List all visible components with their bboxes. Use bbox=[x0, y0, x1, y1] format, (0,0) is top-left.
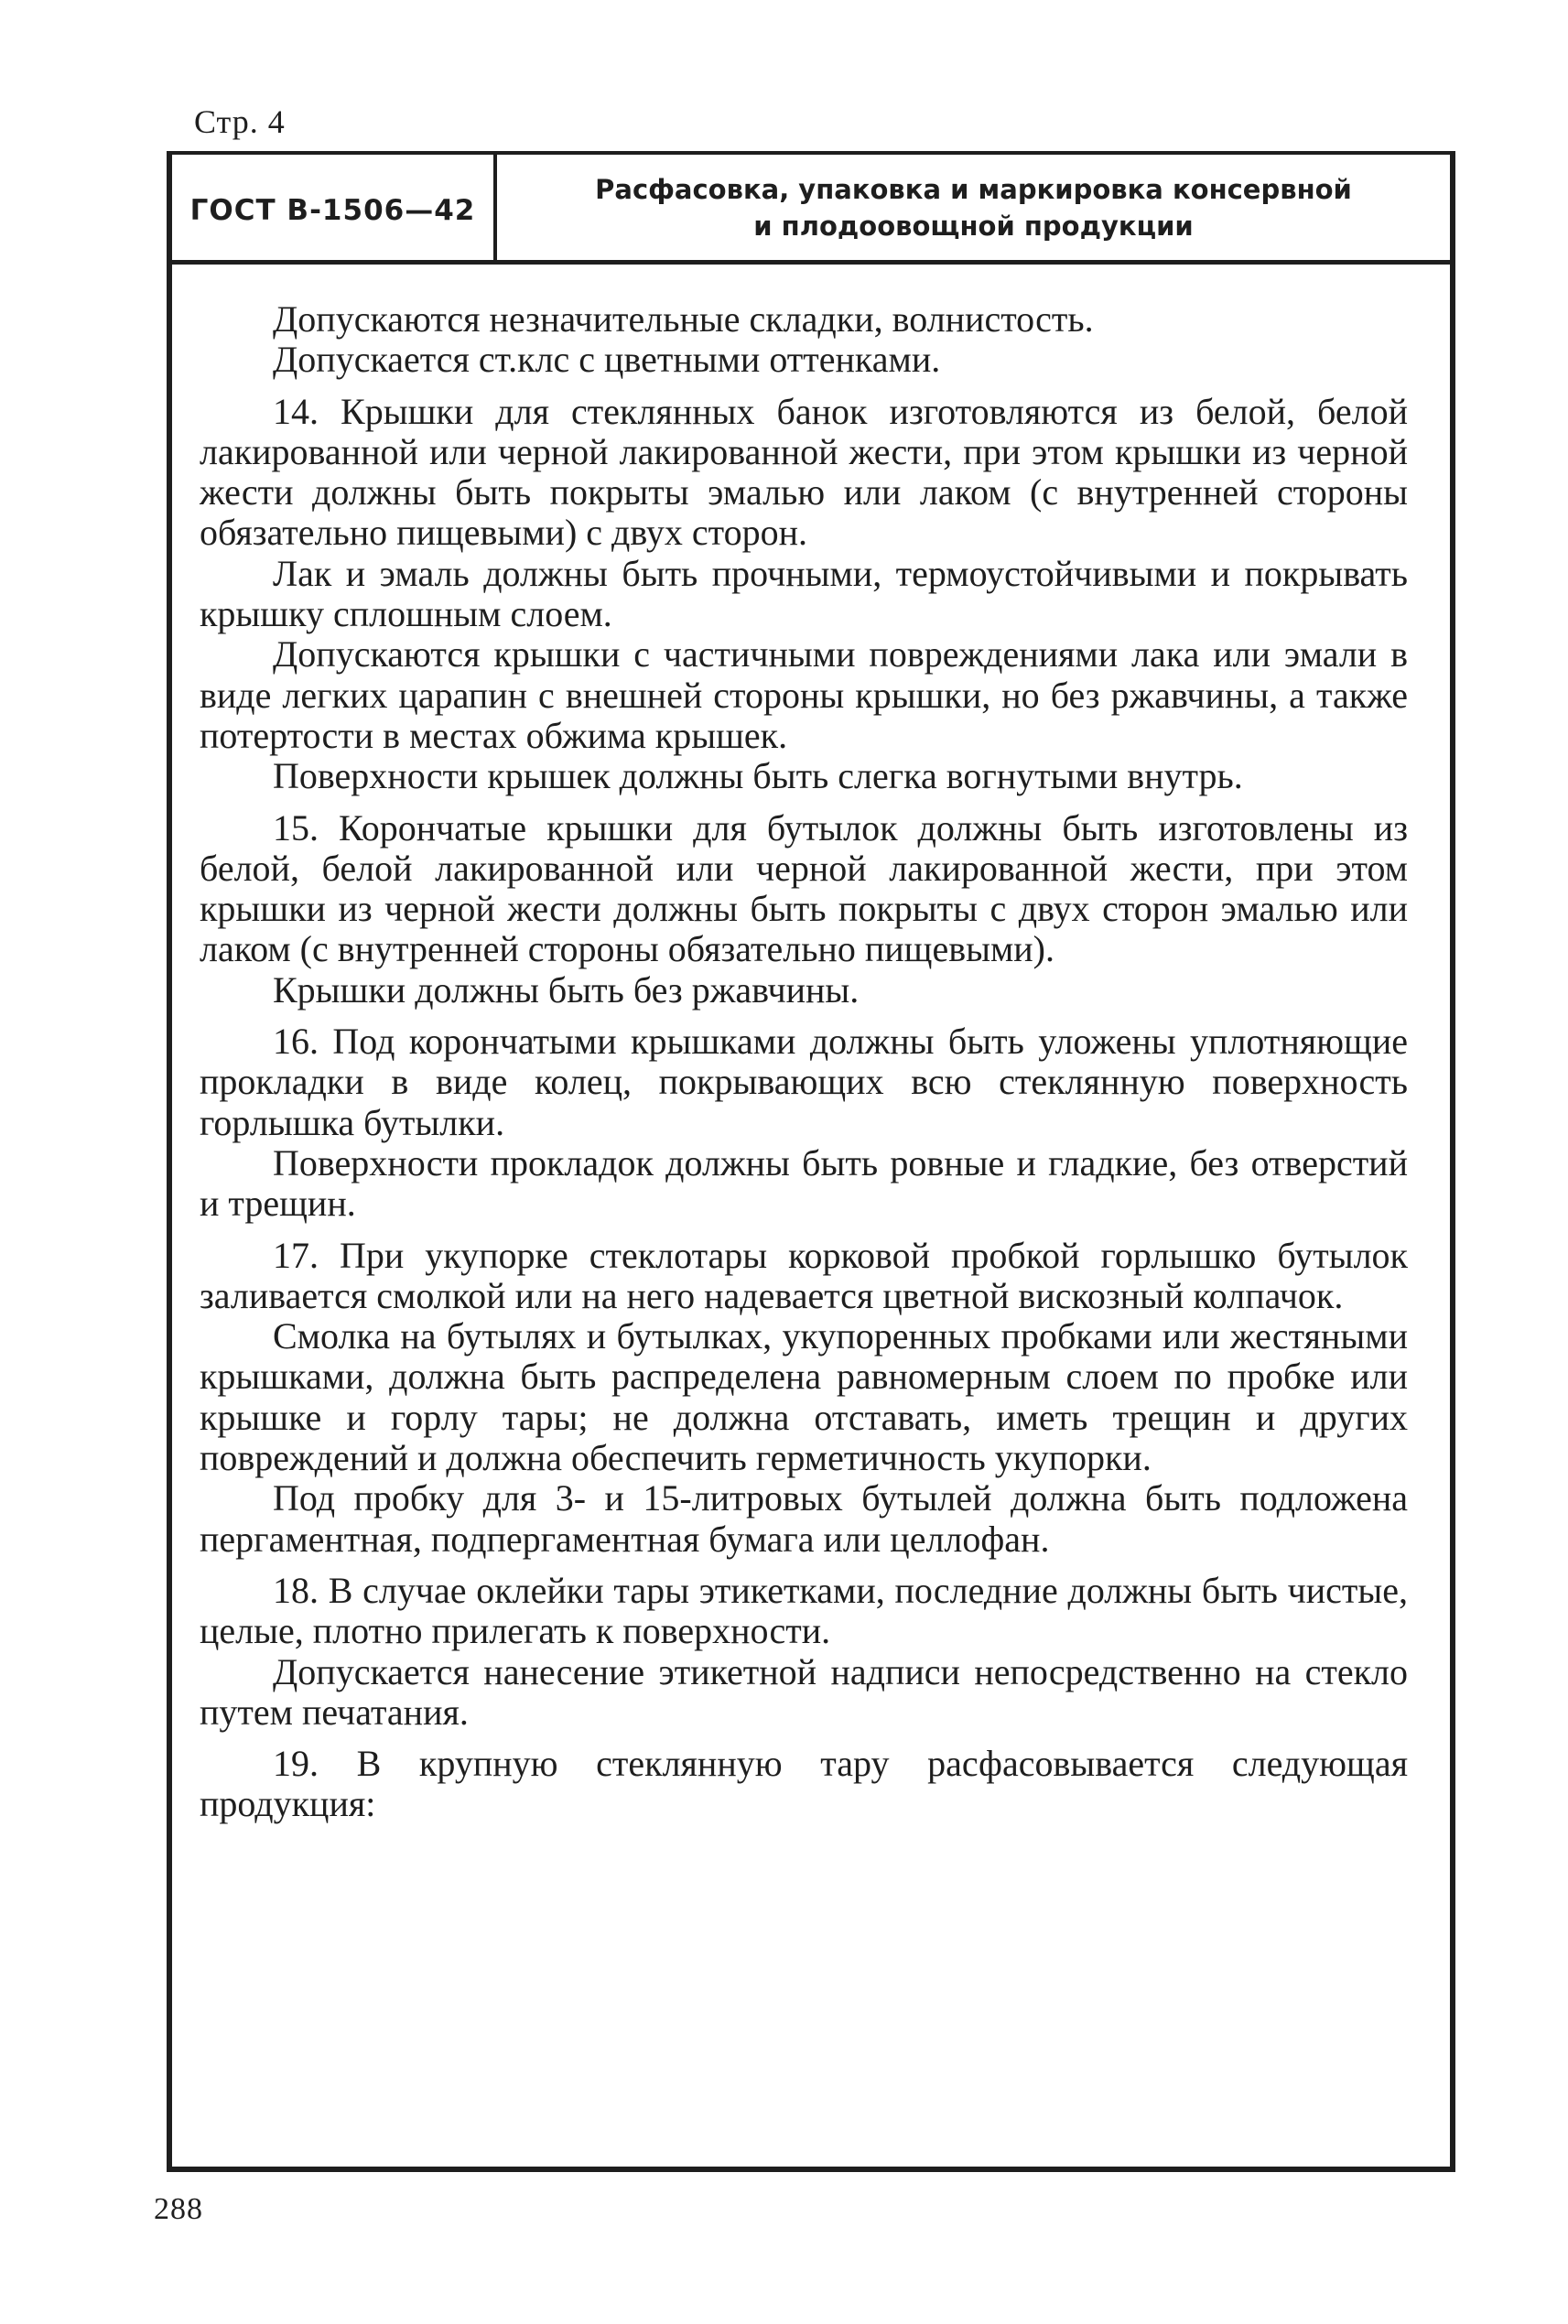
paragraph: Крышки должны быть без ржавчины. bbox=[273, 968, 860, 1011]
page-frame bbox=[167, 151, 1455, 2172]
standard-title-line-2: и плодоовощной продукции bbox=[753, 210, 1194, 242]
paragraph: Лак и эмаль должны быть прочными, термоустойчивыми и покрывать крышку сплошным слоем. bbox=[200, 552, 1408, 635]
page-label: Стр. 4 bbox=[194, 103, 286, 140]
paragraph: 14. Крышки для стеклянных банок изготовляются из белой, белой лакированной или черной лакированной жести, при этом крышки из черной жести должны быть покрыты эмалью или лаком (с внутренней стороны обязательно пищевыми) с двух сторон. bbox=[200, 390, 1408, 554]
standard-header bbox=[172, 155, 1450, 265]
paragraph: Поверхности крышек должны быть слегка вогнутыми внутрь. bbox=[273, 755, 1243, 797]
standard-code: ГОСТ В-1506—42 bbox=[172, 155, 497, 260]
paragraph: Под пробку для 3- и 15-литровых бутылей должна быть подложена пергаментная, подпергаментная бумага или целлофан. bbox=[200, 1477, 1408, 1560]
paragraph: Поверхности прокладок должны быть ровные и гладкие, без отверстий и трещин. bbox=[200, 1141, 1408, 1225]
paragraph: Допускаются крышки с частичными повреждениями лака или эмали в виде легких царапин с внешней стороны крышки, но без ржавчины, а также потертости в местах обжима крышек. bbox=[200, 633, 1408, 756]
paragraph: Допускается ст.клс с цветными оттенками. bbox=[273, 339, 941, 381]
standard-title bbox=[497, 155, 1450, 260]
paragraph: Допускаются незначительные складки, волнистость. bbox=[273, 298, 1094, 340]
paragraph: 17. При укупорке стеклотары корковой пробкой горлышко бутылок заливается смолкой или на него надевается цветной вискозный колпачок. bbox=[200, 1234, 1408, 1316]
paragraph: 19. В крупную стеклянную тару расфасовывается следующая продукция: bbox=[200, 1743, 1408, 1825]
document-body bbox=[200, 299, 1408, 1825]
paragraph: Смолка на бутылях и бутылках, укупоренных пробками или жестяными крышками, должна быть распределена равномерным слоем по пробке или крышке и горлу тары; не должна отставать, иметь трещин и других повреждений и должна обеспечить герметичность укупорки. bbox=[200, 1315, 1408, 1479]
paragraph: 18. В случае оклейки тары этикетками, последние должны быть чистые, целые, плотно прилегать к поверхности. bbox=[200, 1569, 1408, 1652]
paragraph: 16. Под корончатыми крышками должны быть уложены уплотняющие прокладки в виде колец, покрывающих всю стеклянную поверхность горлышка бутылки. bbox=[200, 1021, 1408, 1143]
paragraph: Допускается нанесение этикетной надписи непосредственно на стекло путем печатания. bbox=[200, 1650, 1408, 1733]
standard-title-line-1: Расфасовка, упаковка и маркировка консервной bbox=[595, 173, 1352, 205]
page-number: 288 bbox=[154, 2192, 203, 2226]
paragraph: 15. Корончатые крышки для бутылок должны быть изготовлены из белой, белой лакированной или черной лакированной жести, при этом крышки из черной жести должны быть покрыты с двух сторон эмалью или лаком (с внутренней стороны обязательно пищевыми). bbox=[200, 806, 1408, 970]
